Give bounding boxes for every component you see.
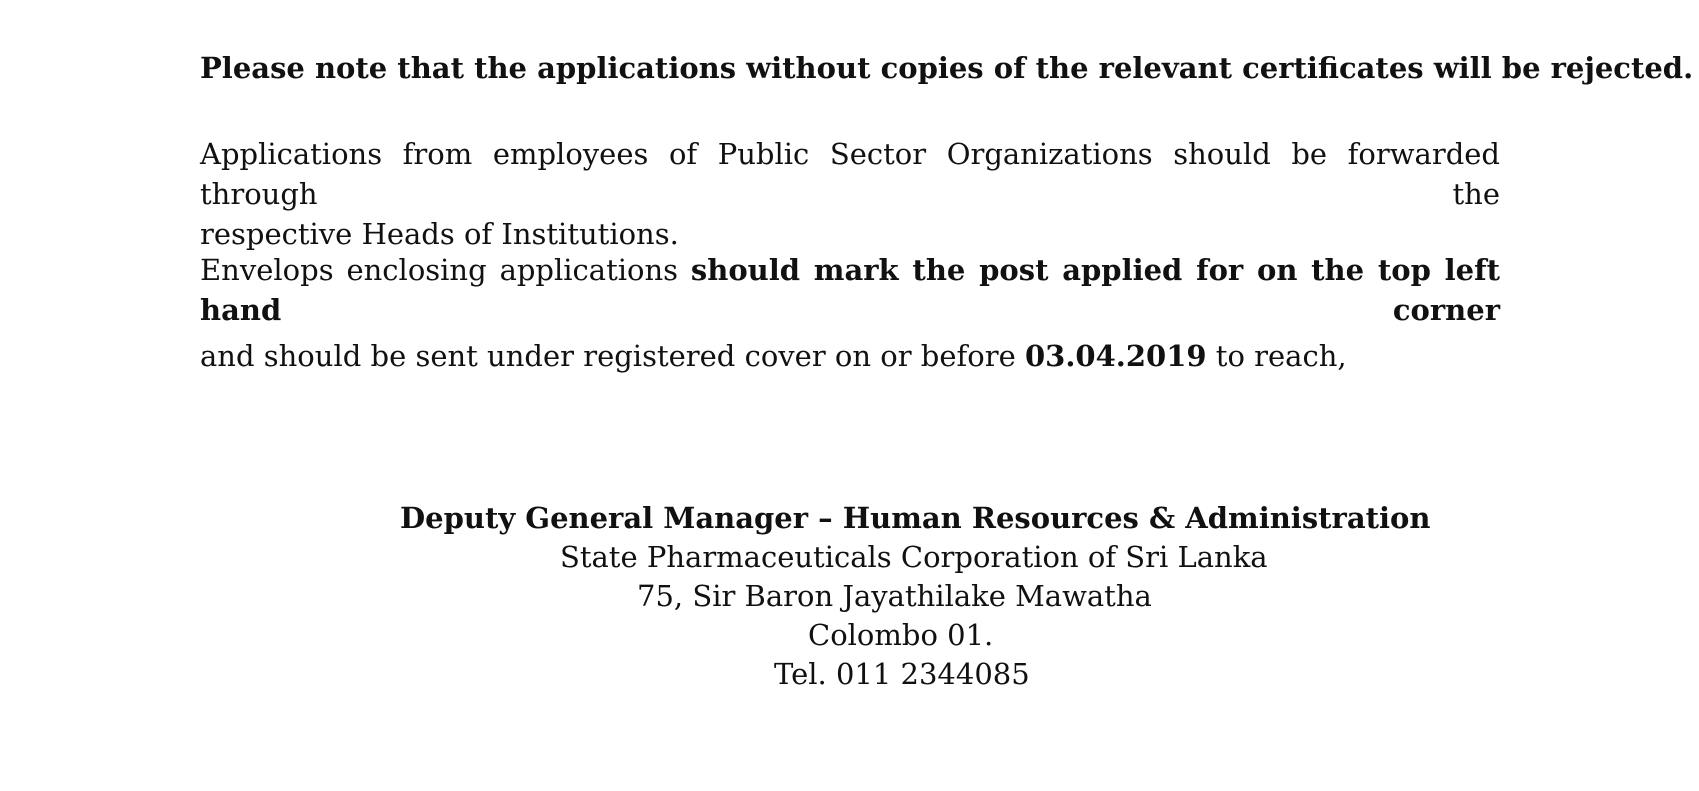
address-telephone: Tel. 011 2344085 <box>774 657 1030 691</box>
public-sector-line-1: Applications from employees of Public Sector Organizations should be forwarded through the <box>200 137 1500 211</box>
envelope-mark-instruction: should mark the post applied for on the top left hand corner <box>200 253 1500 327</box>
address-organization: State Pharmaceuticals Corporation of Sri Lanka <box>560 540 1268 574</box>
closing-date: 03.04.2019 <box>1024 339 1207 373</box>
envelope-line-2 <box>200 336 1500 376</box>
address-recipient-title: Deputy General Manager – Human Resources & Administration <box>400 501 1431 535</box>
rejection-notice: Please note that the applications without copies of the relevant certificates will be rejected. <box>200 51 1694 85</box>
address-street: 75, Sir Baron Jayathilake Mawatha <box>637 579 1152 613</box>
address-city: Colombo 01. <box>808 618 994 652</box>
envelope-line-1 <box>200 250 1500 330</box>
public-sector-paragraph <box>200 134 1500 254</box>
envelope-registered-text: and should be sent under registered cover on or before <box>200 339 1025 373</box>
envelope-instructions-paragraph <box>200 250 1500 376</box>
envelope-reach-text: to reach, <box>1206 339 1347 373</box>
public-sector-line-2: respective Heads of Institutions. <box>200 217 679 251</box>
envelope-intro-text: Envelops enclosing applications <box>200 253 691 287</box>
